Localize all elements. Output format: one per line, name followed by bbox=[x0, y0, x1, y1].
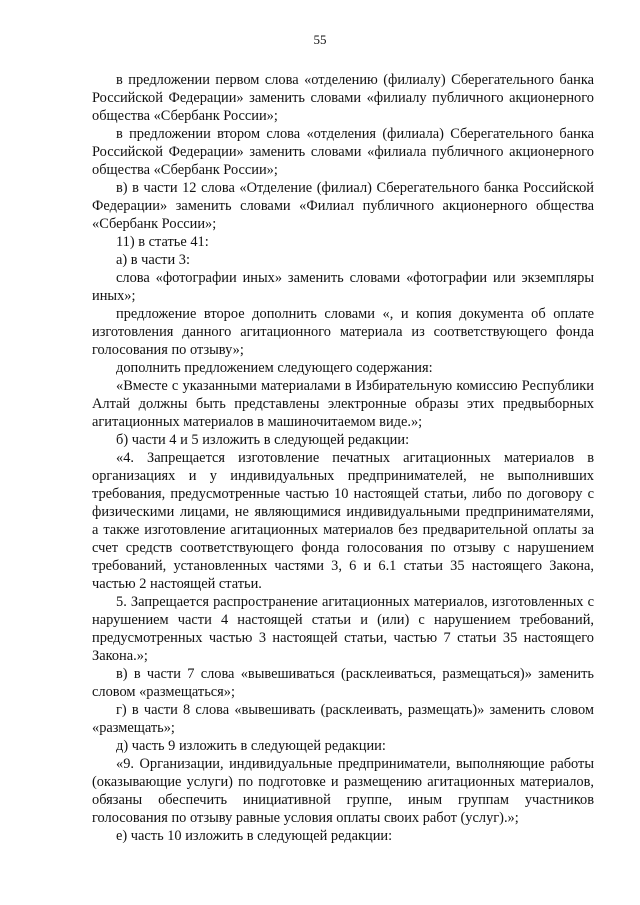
paragraph: «4. Запрещается изготовление печатных агитационных материалов в организациях и у индивидуальных предпринимателей, не выполнивших требования, предусмотренные частью 10 настоящей статьи, либо по договору с физическими лицами, не являющимися индивидуальными предпринимателями, а также изготовление агитационных материалов без предварительной оплаты за счет средств соответствующего фонда голосования по отзыву с нарушением требований, установленных частями 3, 6 и 6.1 статьи 35 настоящего Закона, частью 2 настоящей статьи. bbox=[92, 450, 594, 592]
page-number: 55 bbox=[313, 32, 327, 47]
paragraph: предложение второе дополнить словами «, и копия документа об оплате изготовления данного агитационного материала из соответствующего фонда голосования по отзыву»; bbox=[92, 306, 594, 358]
paragraph: 5. Запрещается распространение агитационных материалов, изготовленных с нарушением части 4 настоящей статьи и (или) с нарушением требований, предусмотренных частью 3 настоящей статьи, частью 7 статьи 35 настоящего Закона.»; bbox=[92, 594, 594, 664]
paragraph: дополнить предложением следующего содержания: bbox=[116, 360, 433, 376]
paragraph: «9. Организации, индивидуальные предприниматели, выполняющие работы (оказывающие услуги) по подготовке и размещению агитационных материалов, обязаны обеспечить инициативной группе, иным группам участников голосования по отзыву равные условия оплаты своих работ (услуг).»; bbox=[92, 756, 594, 826]
paragraph: в предложении втором слова «отделения (филиала) Сберегательного банка Российской Федерации» заменить словами «филиала публичного акционерного общества «Сбербанк России»; bbox=[92, 126, 594, 178]
document-body bbox=[92, 71, 594, 845]
paragraph: д) часть 9 изложить в следующей редакции: bbox=[116, 738, 386, 754]
paragraph: в) в части 12 слова «Отделение (филиал) Сберегательного банка Российской Федерации» заменить словами «Филиал публичного акционерного общества «Сбербанк России»; bbox=[92, 180, 594, 232]
paragraph: слова «фотографии иных» заменить словами «фотографии или экземпляры иных»; bbox=[92, 270, 594, 304]
paragraph: в предложении первом слова «отделению (филиалу) Сберегательного банка Российской Федерации» заменить словами «филиалу публичного акционерного общества «Сбербанк России»; bbox=[92, 72, 594, 124]
paragraph: е) часть 10 изложить в следующей редакции: bbox=[116, 828, 393, 844]
paragraph: в) в части 7 слова «вывешиваться (расклеиваться, размещаться)» заменить словом «размещаться»; bbox=[92, 666, 594, 700]
paragraph: а) в части 3: bbox=[116, 252, 190, 268]
paragraph: 11) в статье 41: bbox=[116, 234, 209, 250]
paragraph: «Вместе с указанными материалами в Избирательную комиссию Республики Алтай должны быть представлены электронные образы этих предвыборных агитационных материалов в машиночитаемом виде.»; bbox=[92, 378, 594, 430]
paragraph: б) части 4 и 5 изложить в следующей редакции: bbox=[116, 432, 410, 448]
paragraph: г) в части 8 слова «вывешивать (расклеивать, размещать)» заменить словом «размещать»; bbox=[92, 702, 594, 736]
